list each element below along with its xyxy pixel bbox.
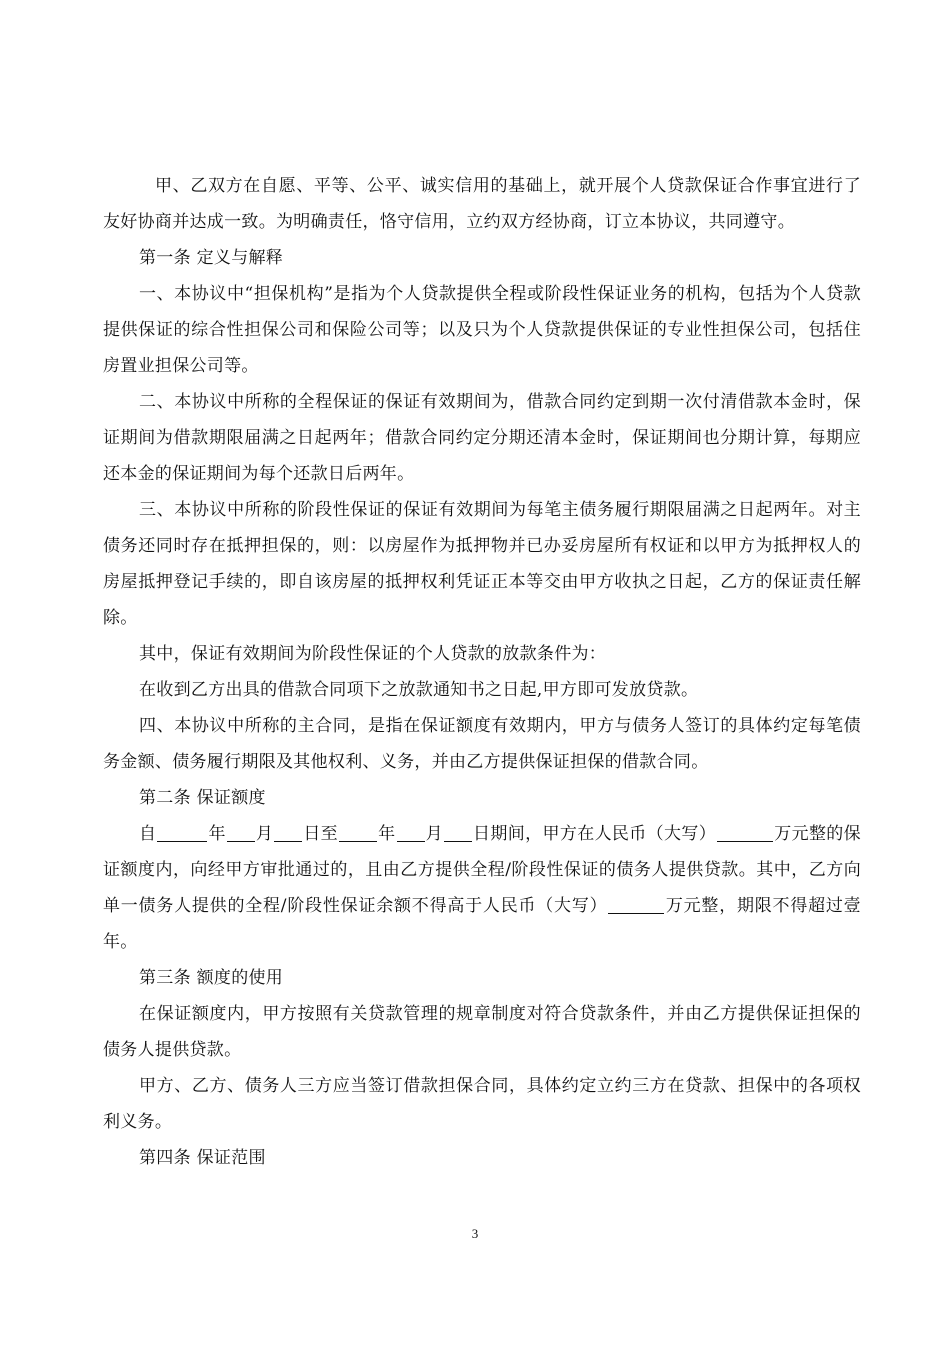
article1-note: 其中，保证有效期间为阶段性保证的个人贷款的放款条件为： xyxy=(139,644,607,664)
article3-title: 第三条 额度的使用 xyxy=(139,968,284,988)
page-number: 3 xyxy=(471,1226,479,1241)
article2-from: 自 xyxy=(139,824,157,844)
blank-end-month[interactable] xyxy=(397,824,425,842)
article1-item1: 一、本协议中“担保机构”是指为个人贷款提供全程或阶段性保证业务的机构，包括为个人贷款提供保证的综合性担保公司和保险公司等；以及只为个人贷款提供保证的专业性担保公司，包括住房置业担保公司等。 xyxy=(103,284,861,376)
blank-total-amount[interactable] xyxy=(717,824,773,842)
article3-item2: 甲方、乙方、债务人三方应当签订借款担保合同，具体约定立约三方在贷款、担保中的各项权利义务。 xyxy=(103,1076,861,1132)
article2-day2: 日期间，甲方在人民币（大写） xyxy=(472,824,717,844)
blank-single-amount[interactable] xyxy=(608,896,664,914)
document-body xyxy=(103,168,861,1176)
article1-title: 第一条 定义与解释 xyxy=(139,248,284,268)
intro-paragraph: 甲、乙双方在自愿、平等、公平、诚实信用的基础上，就开展个人贷款保证合作事宜进行了友好协商并达成一致。为明确责任，恪守信用，立约双方经协商，订立本协议，共同遵守。 xyxy=(103,176,861,232)
article2-month2: 月 xyxy=(425,824,443,844)
blank-start-day[interactable] xyxy=(274,824,302,842)
blank-end-day[interactable] xyxy=(444,824,472,842)
article1-condition: 在收到乙方出具的借款合同项下之放款通知书之日起,甲方即可发放贷款。 xyxy=(139,680,699,700)
article2-body xyxy=(103,816,861,960)
article4-title: 第四条 保证范围 xyxy=(139,1148,266,1168)
article3-item1: 在保证额度内，甲方按照有关贷款管理的规章制度对符合贷款条件，并由乙方提供保证担保的债务人提供贷款。 xyxy=(103,1004,861,1060)
article2-title: 第二条 保证额度 xyxy=(139,788,266,808)
article2-unit1: 万元整的保证额度内，向经甲方审批通过的，且由乙方提供全程/阶段性保证的债务人提供贷款。其中，乙方向单一债务人提供的全程/阶段性保证余额不得高于人民币（大写） xyxy=(103,824,861,916)
article1-item2: 二、本协议中所称的全程保证的保证有效期间为，借款合同约定到期一次付清借款本金时，保证期间为借款期限届满之日起两年；借款合同约定分期还清本金时，保证期间也分期计算，每期应还本金的保证期间为每个还款日后两年。 xyxy=(103,392,861,484)
article2-unit2: 万元整，期限不得超过壹年。 xyxy=(103,896,861,952)
article2-month1: 月 xyxy=(255,824,274,844)
blank-start-year[interactable] xyxy=(157,824,207,842)
article2-day1: 日至 xyxy=(303,824,339,844)
blank-end-year[interactable] xyxy=(339,824,377,842)
article1-item4: 四、本协议中所称的主合同，是指在保证额度有效期内，甲方与债务人签订的具体约定每笔债务金额、债务履行期限及其他权利、义务，并由乙方提供保证担保的借款合同。 xyxy=(103,716,861,772)
article1-item3: 三、本协议中所称的阶段性保证的保证有效期间为每笔主债务履行期限届满之日起两年。对主债务还同时存在抵押担保的，则：以房屋作为抵押物并已办妥房屋所有权证和以甲方为抵押权人的房屋抵押登记手续的，即自该房屋的抵押权利凭证正本等交由甲方收执之日起，乙方的保证责任解除。 xyxy=(103,500,861,628)
blank-start-month[interactable] xyxy=(227,824,255,842)
article2-year2: 年 xyxy=(378,824,396,844)
article2-year1: 年 xyxy=(208,824,226,844)
